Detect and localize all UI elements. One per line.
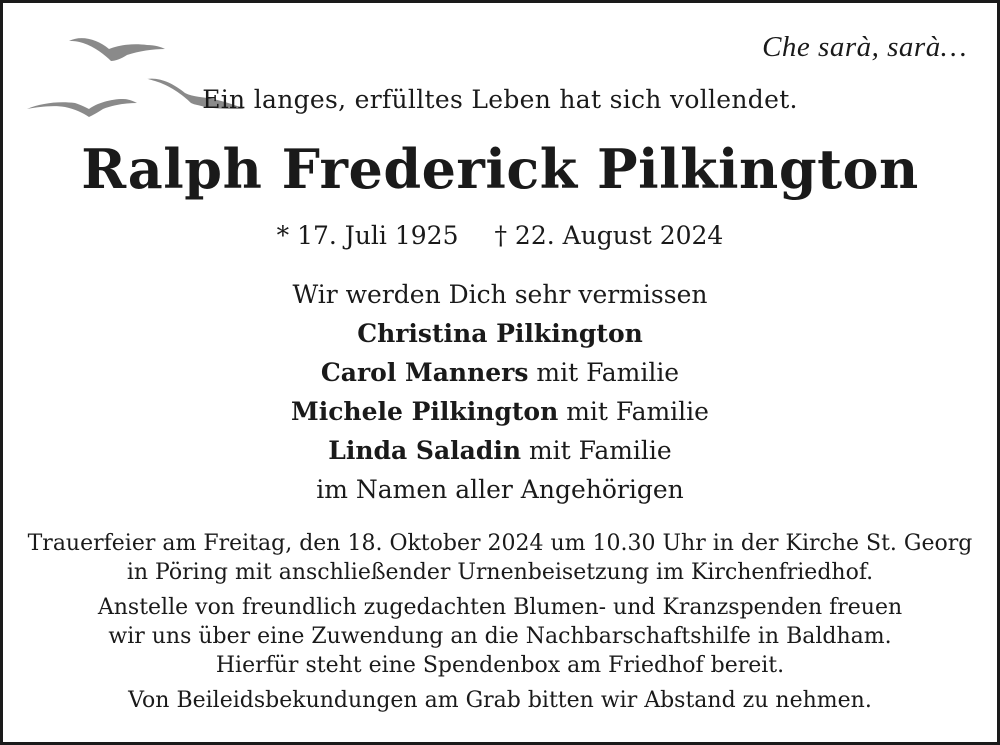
ceremony-line: in Pöring mit anschließender Urnenbeisetzung im Kirchenfriedhof.	[126, 560, 874, 585]
motto: Che sarà, sarà…	[762, 31, 967, 63]
mourner-name: Carol Manners	[320, 358, 529, 387]
donation-line: Hierfür steht eine Spendenbox am Friedhof bereit.	[215, 653, 785, 678]
mourners-closing: im Namen aller Angehörigen	[316, 475, 684, 504]
mourner-name: Linda Saladin	[328, 436, 522, 465]
deceased-name: Ralph Frederick Pilkington	[81, 137, 919, 201]
mourner-suffix: mit Familie	[528, 358, 680, 387]
donation-info	[3, 593, 997, 680]
donation-line: wir uns über eine Zuwendung an die Nachbarschaftshilfe in Baldham.	[108, 624, 892, 649]
ceremony-info	[3, 529, 997, 587]
mourners-block	[3, 275, 997, 509]
service-info	[3, 529, 997, 715]
donation-line: Anstelle von freundlich zugedachten Blumen- und Kranzspenden freuen	[97, 595, 903, 620]
mourner-line	[3, 431, 997, 470]
mourners-opening: Wir werden Dich sehr vermissen	[292, 280, 708, 309]
birth-date: * 17. Juli 1925	[276, 221, 459, 250]
intro-line: Ein langes, erfülltes Leben hat sich vollendet.	[202, 85, 798, 114]
condolence-note: Von Beileidsbekundungen am Grab bitten wir Abstand zu nehmen.	[128, 688, 872, 713]
mourner-suffix: mit Familie	[521, 436, 672, 465]
mourner-suffix: mit Familie	[558, 397, 709, 426]
mourner-name: Christina Pilkington	[357, 319, 643, 348]
mourner-line	[3, 314, 997, 353]
mourner-name: Michele Pilkington	[291, 397, 559, 426]
ceremony-line: Trauerfeier am Freitag, den 18. Oktober 2024 um 10.30 Uhr in der Kirche St. Georg	[27, 531, 973, 556]
life-dates	[3, 221, 997, 250]
death-date: † 22. August 2024	[494, 221, 724, 250]
mourner-line	[3, 392, 997, 431]
mourner-line	[3, 353, 997, 392]
bird-icon	[69, 38, 165, 61]
